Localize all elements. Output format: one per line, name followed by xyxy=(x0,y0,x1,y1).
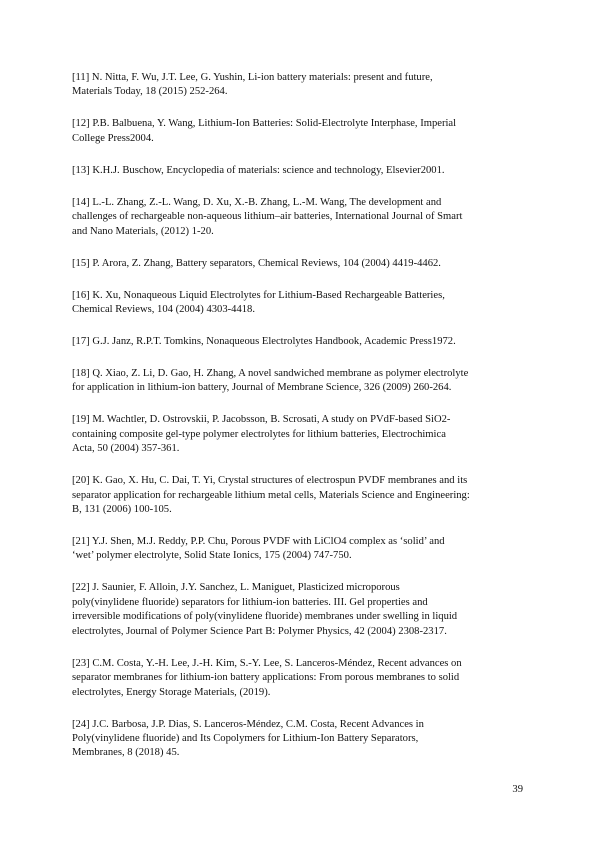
reference-number: [21] xyxy=(72,536,90,548)
reference-entry xyxy=(72,117,527,146)
reference-entry xyxy=(72,196,527,239)
reference-entry xyxy=(72,164,527,178)
reference-entry xyxy=(72,718,527,761)
reference-number: [15] xyxy=(72,257,90,269)
reference-text-line: J. Saunier, F. Alloin, J.Y. Sanchez, L. Maniguet, Plasticized microporous xyxy=(92,582,400,594)
reference-text-line: College Press2004. xyxy=(72,132,154,144)
reference-number: [17] xyxy=(72,336,90,348)
reference-text-line: separator application for rechargeable lithium metal cells, Materials Science and Engineering: xyxy=(72,489,470,501)
reference-text-line: Q. Xiao, Z. Li, D. Gao, H. Zhang, A novel sandwiched membrane as polymer electrolyte xyxy=(92,368,469,380)
reference-text-line: for application in lithium-ion battery, Journal of Membrane Science, 326 (2009) 260-264. xyxy=(72,382,452,394)
reference-text-line: Chemical Reviews, 104 (2004) 4303-4418. xyxy=(72,304,256,316)
reference-number: [23] xyxy=(72,657,90,669)
reference-list xyxy=(72,71,527,778)
reference-text-line: Materials Today, 18 (2015) 252-264. xyxy=(72,86,228,98)
reference-number: [14] xyxy=(72,196,90,208)
reference-entry xyxy=(72,474,527,517)
reference-entry xyxy=(72,335,527,349)
reference-text-line: poly(vinylidene fluoride) separators for lithium-ion batteries. III. Gel properties and xyxy=(72,596,428,608)
reference-text-line: and Nano Materials, (2012) 1-20. xyxy=(72,225,214,237)
reference-text-line: L.-L. Zhang, Z.-L. Wang, D. Xu, X.-B. Zhang, L.-M. Wang, The development and xyxy=(92,196,442,208)
reference-text-line: J.C. Barbosa, J.P. Dias, S. Lanceros-Méndez, C.M. Costa, Recent Advances in xyxy=(92,718,424,730)
reference-text-line: electrolytes, Journal of Polymer Science Part B: Polymer Physics, 42 (2004) 2308-2317. xyxy=(72,625,447,637)
reference-number: [18] xyxy=(72,368,90,380)
reference-number: [22] xyxy=(72,582,90,594)
reference-text-line: Acta, 50 (2004) 357-361. xyxy=(72,443,180,455)
reference-text-line: separator membranes for lithium-ion battery applications: From porous membranes to solid xyxy=(72,672,460,684)
reference-text-line: irreversible modifications of poly(vinylidene fluoride) membranes under swelling in liquid xyxy=(72,611,458,623)
reference-number: [16] xyxy=(72,289,90,301)
reference-entry xyxy=(72,413,527,456)
reference-number: [11] xyxy=(72,72,90,83)
reference-number: [12] xyxy=(72,118,90,130)
reference-text-line: M. Wachtler, D. Ostrovskii, P. Jacobsson, B. Scrosati, A study on PVdF-based SiO2- xyxy=(92,414,451,426)
reference-text-line: Membranes, 8 (2018) 45. xyxy=(72,747,180,759)
reference-text-line: C.M. Costa, Y.-H. Lee, J.-H. Kim, S.-Y. Lee, S. Lanceros-Méndez, Recent advances on xyxy=(92,657,462,669)
reference-text-line: G.J. Janz, R.P.T. Tomkins, Nonaqueous Electrolytes Handbook, Academic Press1972. xyxy=(92,336,456,348)
reference-text-line: K. Gao, X. Hu, C. Dai, T. Yi, Crystal structures of electrospun PVDF membranes and its xyxy=(92,475,468,487)
reference-entry xyxy=(72,581,527,639)
reference-number: [24] xyxy=(72,718,90,730)
reference-text-line: P.B. Balbuena, Y. Wang, Lithium-Ion Batteries: Solid-Electrolyte Interphase, Imperial xyxy=(92,118,457,130)
reference-entry xyxy=(72,289,527,318)
reference-text-line: P. Arora, Z. Zhang, Battery separators, Chemical Reviews, 104 (2004) 4419-4462. xyxy=(92,257,441,269)
reference-text-line: Y.J. Shen, M.J. Reddy, P.P. Chu, Porous PVDF with LiClO4 complex as ‘solid’ and xyxy=(91,536,445,548)
reference-text-line: K. Xu, Nonaqueous Liquid Electrolytes for Lithium-Based Rechargeable Batteries, xyxy=(92,289,445,301)
reference-entry xyxy=(72,535,527,564)
reference-text-line: N. Nitta, F. Wu, J.T. Lee, G. Yushin, Li-ion battery materials: present and future, xyxy=(91,72,433,83)
reference-text-line: challenges of rechargeable non-aqueous lithium–air batteries, International Journal of Smart xyxy=(72,211,463,223)
reference-entry xyxy=(72,367,527,396)
reference-text-line: containing composite gel-type polymer electrolytes for lithium batteries, Electrochimica xyxy=(72,428,446,440)
reference-number: [19] xyxy=(72,414,90,426)
reference-number: [13] xyxy=(72,164,90,176)
reference-text-line: Poly(vinylidene fluoride) and Its Copolymers for Lithium-Ion Battery Separators, xyxy=(72,732,419,744)
page-number: 39 xyxy=(512,784,523,795)
reference-entry xyxy=(72,71,527,100)
reference-number: [20] xyxy=(72,475,90,487)
reference-entry xyxy=(72,657,527,700)
reference-text-line: K.H.J. Buschow, Encyclopedia of materials: science and technology, Elsevier2001. xyxy=(92,164,445,176)
reference-entry xyxy=(72,257,527,271)
reference-text-line: B, 131 (2006) 100-105. xyxy=(72,504,172,516)
reference-text-line: ‘wet’ polymer electrolyte, Solid State Ionics, 175 (2004) 747-750. xyxy=(72,550,352,562)
reference-text-line: electrolytes, Energy Storage Materials, (2019). xyxy=(72,686,271,698)
